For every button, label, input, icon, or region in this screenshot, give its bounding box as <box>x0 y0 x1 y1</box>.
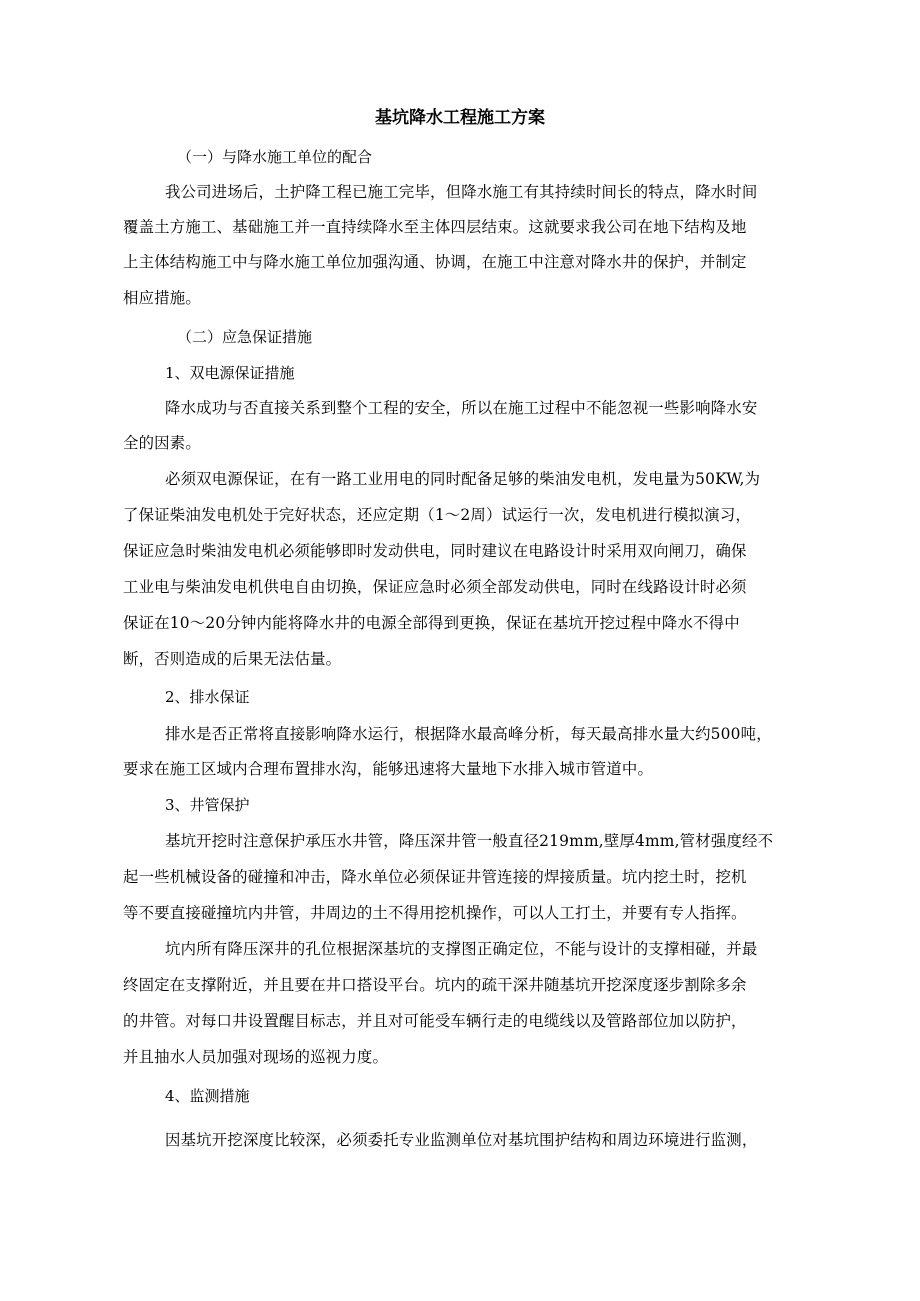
paragraph-line: 要求在施工区域内合理布置排水沟，能够迅速将大量地下水排入城市管道中。 <box>123 760 654 778</box>
paragraph-line: 我公司进场后，土护降工程已施工完毕，但降水施工有其持续时间长的特点，降水时间 <box>165 183 758 201</box>
paragraph-line: 基坑开挖时注意保护承压水井管，降压深井管一般直径219mm,壁厚4mm,管材强度经不 <box>165 832 774 850</box>
paragraph-line: 并且抽水人员加强对现场的巡视力度。 <box>123 1048 389 1066</box>
paragraph-line: 相应措施。 <box>123 289 201 307</box>
paragraph-line: 必须双电源保证，在有一路工业用电的同时配备足够的柴油发电机，发电量为50KW,为 <box>165 470 761 488</box>
paragraph-line: 了保证柴油发电机处于完好状态，还应定期（1～2周）试运行一次，发电机进行模拟演习， <box>123 506 752 524</box>
paragraph-line: 降水成功与否直接关系到整个工程的安全，所以在施工过程中不能忽视一些影响降水安 <box>165 399 758 417</box>
section-heading: （二）应急保证措施 <box>177 328 313 346</box>
paragraph-line: 上主体结构施工中与降水施工单位加强沟通、协调，在施工中注意对降水井的保护，并制定 <box>123 253 747 271</box>
paragraph-line: 等不要直接碰撞坑内井管，井周边的土不得用挖机操作，可以人工打土，并要有专人指挥。 <box>123 904 747 922</box>
paragraph-line: 终固定在支撑附近，并且要在井口搭设平台。坑内的疏干深井随基坑开挖深度逐步割除多余 <box>123 976 747 994</box>
section-heading: （一）与降水施工单位的配合 <box>177 148 373 166</box>
paragraph-line: 覆盖土方施工、基础施工并一直持续降水至主体四层结束。这就要求我公司在地下结构及地 <box>123 218 747 236</box>
subsection-heading: 2、排水保证 <box>165 688 250 706</box>
document-title: 基坑降水工程施工方案 <box>375 108 545 128</box>
paragraph-line: 保证应急时柴油发电机必须能够即时发动供电，同时建议在电路设计时采用双向闸刀，确保 <box>123 542 747 560</box>
paragraph-line: 坑内所有降压深井的孔位根据深基坑的支撑图正确定位，不能与设计的支撑相碰，并最 <box>165 940 758 958</box>
paragraph-line: 全的因素。 <box>123 434 201 452</box>
subsection-heading: 1、双电源保证措施 <box>165 364 295 382</box>
subsection-heading: 3、井管保护 <box>165 796 250 814</box>
paragraph-line: 工业电与柴油发电机供电自由切换，保证应急时必须全部发动供电，同时在线路设计时必须 <box>123 578 747 596</box>
paragraph-line: 起一些机械设备的碰撞和冲击，降水单位必须保证井管连接的焊接质量。坑内挖土时，挖机 <box>123 868 747 886</box>
paragraph-line: 断，否则造成的后果无法估量。 <box>123 650 342 668</box>
paragraph-line: 排水是否正常将直接影响降水运行，根据降水最高峰分析，每天最高排水量大约500吨， <box>165 725 772 743</box>
subsection-heading: 4、监测措施 <box>165 1087 250 1105</box>
paragraph-line: 的井管。对每口井设置醒目标志，并且对可能受车辆行走的电缆线以及管路部位加以防护， <box>123 1012 747 1030</box>
paragraph-line: 保证在10～20分钟内能将降水井的电源全部得到更换，保证在基坑开挖过程中降水不得中 <box>123 614 740 632</box>
paragraph-line: 因基坑开挖深度比较深，必须委托专业监测单位对基坑围护结构和周边环境进行监测， <box>165 1131 758 1149</box>
